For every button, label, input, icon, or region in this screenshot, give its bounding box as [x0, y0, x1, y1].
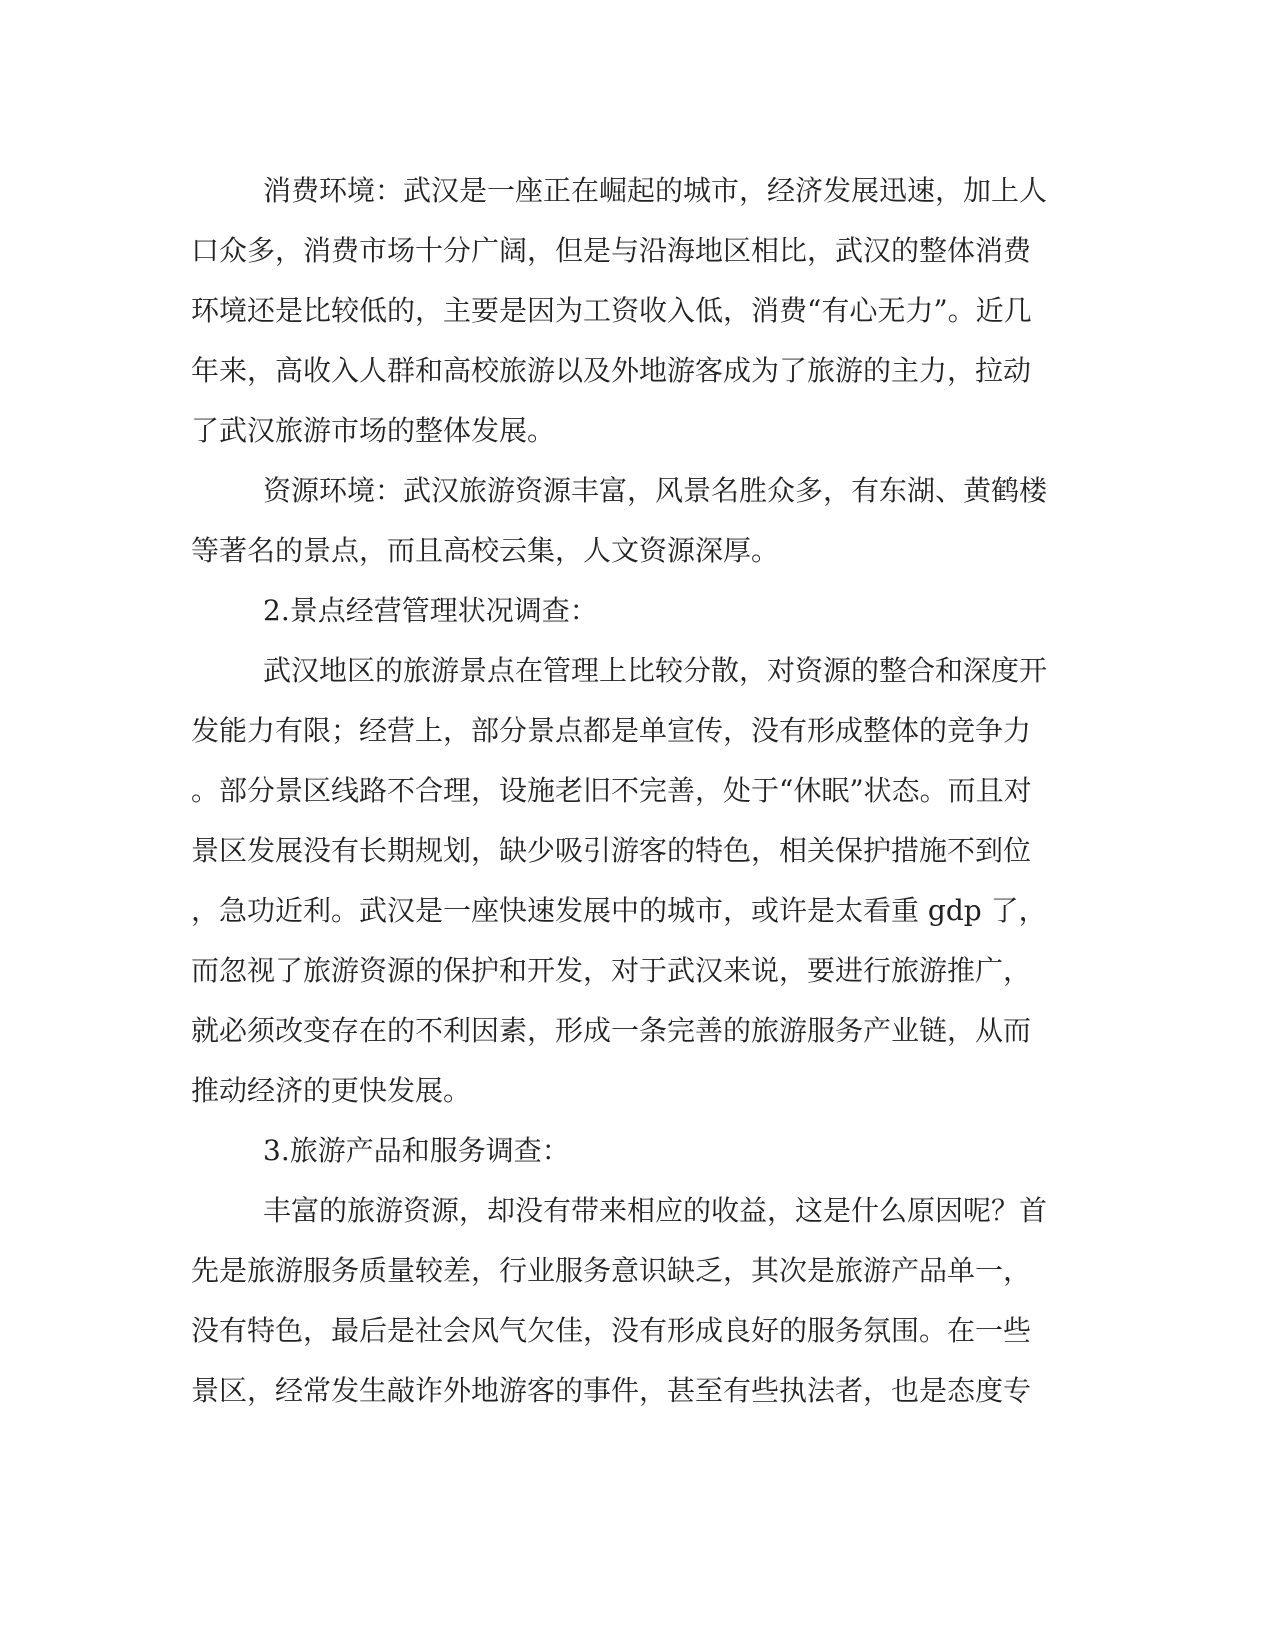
paragraph-products-line-2: 先是旅游服务质量较差，行业服务意识缺乏，其次是旅游产品单一， — [191, 1254, 1032, 1287]
paragraph-products-line-1: 丰富的旅游资源，却没有带来相应的收益，这是什么原因呢？首 — [263, 1194, 1048, 1227]
paragraph-resources-line-2: 等著名的景点，而且高校云集，人文资源深厚。 — [191, 534, 780, 567]
paragraph-products-line-4: 景区，经常发生敲诈外地游客的事件，甚至有些执法者，也是态度专 — [191, 1374, 1032, 1407]
paragraph-management-line-1: 武汉地区的旅游景点在管理上比较分散，对资源的整合和深度开 — [263, 654, 1048, 687]
body-text — [191, 168, 1081, 1428]
section-heading-management: 2.景点经营管理状况调查： — [263, 594, 598, 627]
paragraph-management-line-2: 发能力有限；经营上，部分景点都是单宣传，没有形成整体的竞争力 — [191, 714, 1032, 747]
paragraph-products-line-3: 没有特色，最后是社会风气欠佳，没有形成良好的服务氛围。在一些 — [191, 1314, 1032, 1347]
paragraph-consumption-line-1: 消费环境：武汉是一座正在崛起的城市，经济发展迅速，加上人 — [263, 174, 1048, 207]
paragraph-management-line-6: 而忽视了旅游资源的保护和开发，对于武汉来说，要进行旅游推广， — [191, 954, 1032, 987]
paragraph-management-line-7: 就必须改变存在的不利因素，形成一条完善的旅游服务产业链，从而 — [191, 1014, 1032, 1047]
paragraph-consumption-line-2: 口众多，消费市场十分广阔，但是与沿海地区相比，武汉的整体消费 — [191, 234, 1032, 267]
paragraph-management-line-4: 景区发展没有长期规划，缺少吸引游客的特色，相关保护措施不到位 — [191, 834, 1032, 867]
paragraph-consumption-line-4: 年来，高收入人群和高校旅游以及外地游客成为了旅游的主力，拉动 — [191, 354, 1032, 387]
paragraph-consumption-line-3: 环境还是比较低的，主要是因为工资收入低，消费“有心无力”。近几 — [191, 294, 1032, 327]
paragraph-consumption-line-5: 了武汉旅游市场的整体发展。 — [191, 414, 556, 447]
paragraph-management-line-3: 。部分景区线路不合理，设施老旧不完善，处于“休眠”状态。而且对 — [191, 774, 1032, 807]
paragraph-management-line-8: 推动经济的更快发展。 — [191, 1074, 472, 1107]
paragraph-resources-line-1: 资源环境：武汉旅游资源丰富，风景名胜众多，有东湖、黄鹤楼 — [263, 474, 1048, 507]
paragraph-management-line-5: ，急功近利。武汉是一座快速发展中的城市，或许是太看重 gdp 了， — [191, 894, 1047, 927]
section-heading-products: 3.旅游产品和服务调查： — [263, 1134, 570, 1167]
